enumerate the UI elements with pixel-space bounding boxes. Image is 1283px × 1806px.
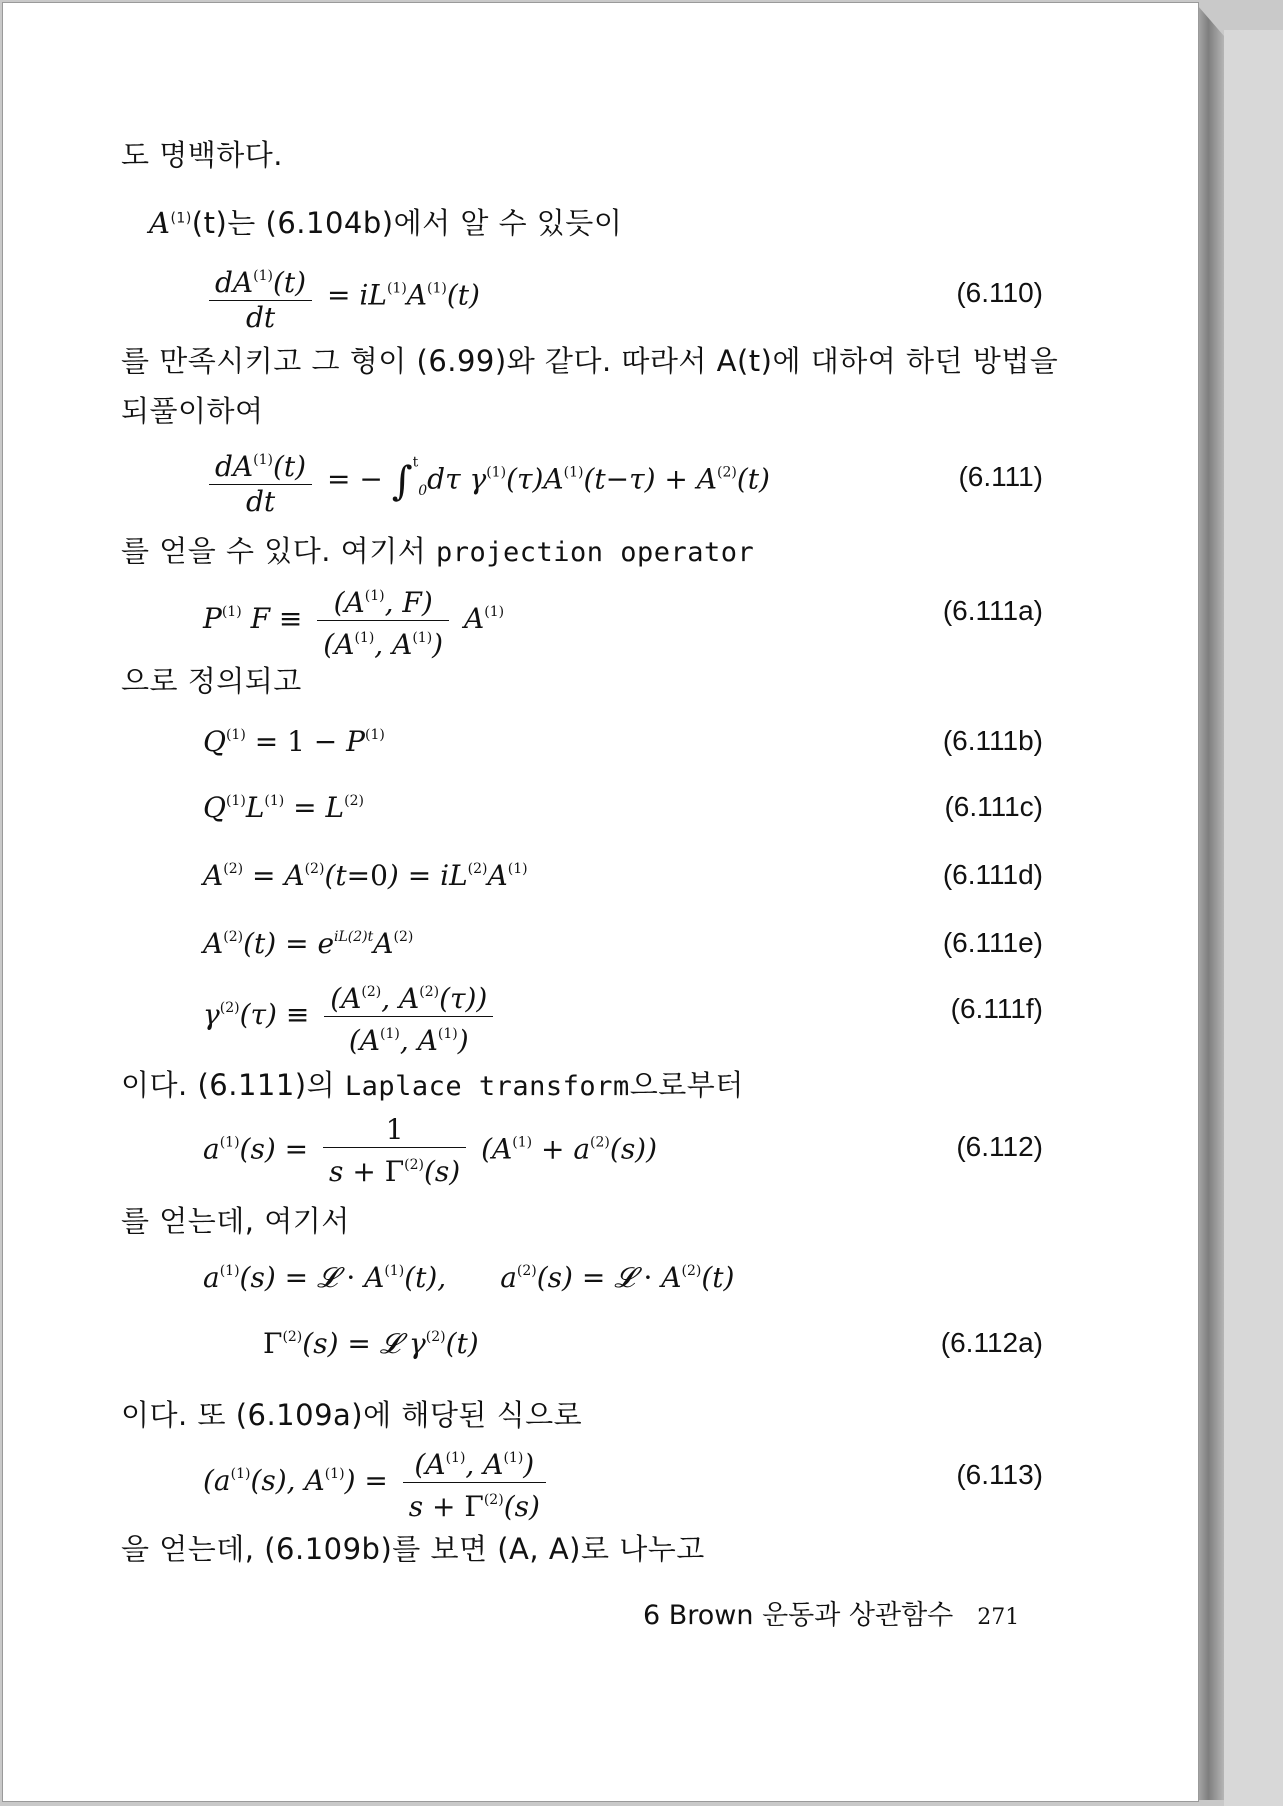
text-line-3: 를 만족시키고 그 형이 (6.99)와 같다. 따라서 A(t)에 대하여 하던 방법을 [121, 344, 1059, 378]
text-line-5-b: projection operator [435, 537, 755, 568]
equation-6-111f: $\gamma^{(2)}(\tau)$ ≡ $\frac{(A^{(2)}, A^{(2)}(\tau))}{(A^{(1)}, A^{(1)})}$ (6.111f) [203, 975, 1043, 1058]
text-line-7-b: Laplace transform [344, 1071, 630, 1102]
text-line-9: 이다. 또 (6.109a)에 해당된 식으로 [121, 1398, 583, 1432]
equation-6-111c: $Q^{(1)}L^{(1)} = L^{(2)}$ (6.111c) [203, 791, 1043, 824]
background [1224, 30, 1283, 1806]
text-line-5 [121, 529, 754, 570]
eqno-6-110: (6.110) [956, 277, 1043, 308]
symbol-a: A [149, 206, 171, 240]
eqno-6-111b: (6.111b) [942, 725, 1043, 756]
equation-6-111b: $Q^{(1)} = 1 - P^{(1)}$ (6.111b) [203, 725, 1043, 758]
text-line-10: 을 얻는데, (6.109b)를 보면 (A, A)로 나누고 [121, 1532, 705, 1566]
eqno-6-111e: (6.111e) [942, 927, 1043, 958]
page-number: 271 [977, 1605, 1020, 1630]
text-line-7-a: 이다. (6.111)의 [121, 1068, 336, 1102]
equation-6-113: ($a^{(1)}(s)$, $A^{(1)}$) = $\frac{(A^{(1)}, A^{(1)})}{s + \Gamma^{(2)}(s)}$ (6.113) [203, 1441, 1043, 1524]
book-page [2, 2, 1199, 1802]
eqno-6-111d: (6.111d) [942, 859, 1043, 890]
eqno-6-111a: (6.111a) [942, 595, 1043, 626]
eqno-6-113: (6.113) [956, 1459, 1043, 1490]
text-line-2-rest: (t)는 (6.104b)에서 알 수 있듯이 [191, 206, 623, 240]
equation-6-111: $\frac{dA^{(1)}(t)}{dt}$ = − ∫$^t_0$dτ $\gamma^{(1)}(\tau)A^{(1)}(t-\tau) + A^{(2)}(t)$ (6.111) [203, 443, 1043, 519]
page-footer [643, 1593, 1019, 1632]
eqno-6-112a: (6.112a) [940, 1327, 1043, 1358]
page-edge [1198, 6, 1224, 1800]
equation-6-112a: $\Gamma^{(2)}(s)$ = 𝓛 $\gamma^{(2)}(t)$ (6.112a) [263, 1327, 1043, 1360]
equation-6-111d: $A^{(2)} = A^{(2)}(t=0) = iL^{(2)}A^{(1)}$ (6.111d) [203, 859, 1043, 892]
eqno-6-112: (6.112) [956, 1131, 1043, 1162]
text-line-7-c: 으로부터 [629, 1068, 744, 1102]
eqno-6-111: (6.111) [958, 461, 1043, 492]
text-line-7 [121, 1063, 744, 1104]
footer-chapter: 6 Brown 운동과 상관함수 [643, 1600, 954, 1631]
equation-6-111a: $P^{(1)}$ F ≡ $\frac{(A^{(1)}, F)}{(A^{(1)}, A^{(1)})}$ $A^{(1)}$ (6.111a) [203, 579, 1043, 662]
equation-6-110: $\frac{dA^{(1)}(t)}{dt}$ = $iL^{(1)}A^{(1)}(t)$ (6.110) [203, 259, 1043, 335]
text-line-2: $A^{(1)}(t)$는 (6.104b)에서 알 수 있듯이 [149, 206, 623, 240]
text-line-6: 으로 정의되고 [121, 664, 302, 698]
equation-6-111e: $A^{(2)}(t) = e^{iL(2)t}A^{(2)}$ (6.111e) [203, 927, 1043, 960]
text-line-5-a: 를 얻을 수 있다. 여기서 [121, 534, 427, 568]
text-line-8: 를 얻는데, 여기서 [121, 1204, 350, 1238]
text-line-1: 도 명백하다. [121, 138, 284, 172]
equation-laplace-defs: $a^{(1)}(s)$ = 𝓛 · $A^{(1)}(t)$, $a^{(2)}(s)$ = 𝓛 · $A^{(2)}(t)$ [203, 1261, 735, 1294]
eqno-6-111f: (6.111f) [950, 993, 1043, 1024]
text-line-4: 되풀이하여 [121, 394, 264, 428]
eqno-6-111c: (6.111c) [944, 791, 1043, 822]
equation-6-112: $a^{(1)}(s)$ = $\frac{1}{s + \Gamma^{(2)}(s)}$ $(A^{(1)} + a^{(2)}(s))$ (6.112) [203, 1113, 1043, 1188]
